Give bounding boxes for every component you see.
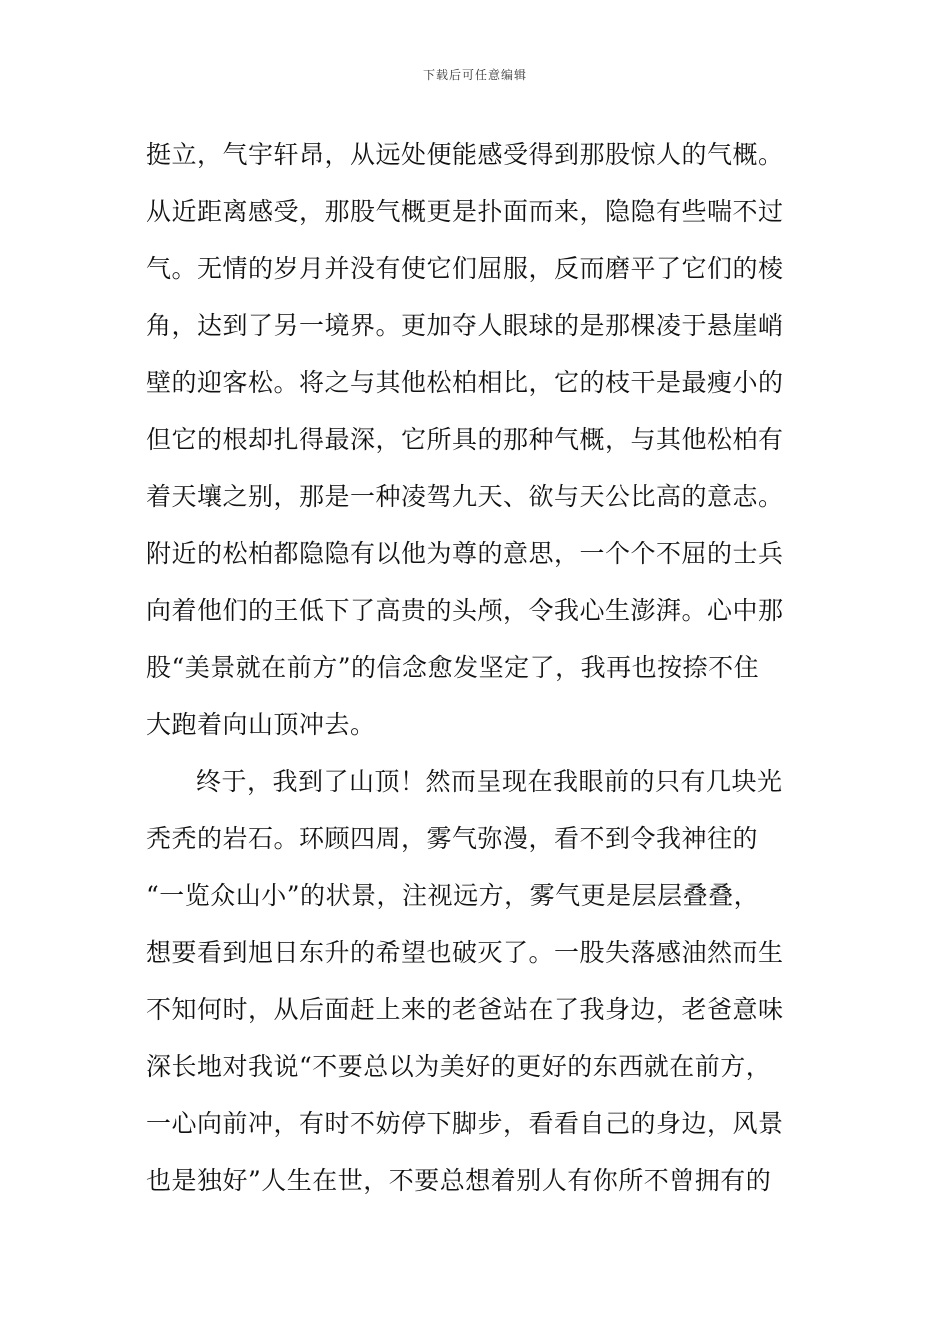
text-line: 角，达到了另一境界。更加夺人眼球的是那棵凌于悬崖峭 <box>146 311 784 340</box>
text-line: 股“美景就在前方”的信念愈发坚定了，我再也按捺不住 <box>146 653 760 682</box>
text-line: 附近的松柏都隐隐有以他为尊的意思，一个个不屈的士兵 <box>146 539 784 568</box>
document-body <box>146 126 806 1209</box>
page-header: 下载后可任意编辑 <box>422 68 527 82</box>
text-line: “一览众山小”的状景，注视远方，雾气更是层层叠叠， <box>146 881 760 910</box>
text-line: 气。无情的岁月并没有使它们屈服，反而磨平了它们的棱 <box>146 254 784 283</box>
text-line: 着天壤之别，那是一种凌驾九天、欲与天公比高的意志。 <box>146 482 784 511</box>
text-line: 秃秃的岩石。环顾四周，雾气弥漫，看不到令我神往的 <box>146 824 759 853</box>
text-line: 从近距离感受，那股气概更是扑面而来，隐隐有些喘不过 <box>146 197 784 226</box>
text-line: 挺立，气宇轩昂，从远处便能感受得到那股惊人的气概。 <box>146 140 784 169</box>
text-line: 不知何时，从后面赶上来的老爸站在了我身边，老爸意味 <box>146 995 784 1024</box>
text-line: 一心向前冲，有时不妨停下脚步，看看自己的身边，风景 <box>146 1109 784 1138</box>
text-line: 壁的迎客松。将之与其他松柏相比，它的枝干是最瘦小的 <box>146 368 784 397</box>
text-line: 但它的根却扎得最深，它所具的那种气概，与其他松柏有 <box>146 425 784 454</box>
paragraph-1 <box>146 126 806 753</box>
text-line-indented: 终于，我到了山顶！然而呈现在我眼前的只有几块光 <box>196 767 783 796</box>
text-line: 大跑着向山顶冲去。 <box>146 710 376 739</box>
text-line: 深长地对我说“不要总以为美好的更好的东西就在前方， <box>146 1052 772 1081</box>
text-line: 也是独好”人生在世，不要总想着别人有你所不曾拥有的 <box>146 1166 772 1195</box>
paragraph-2 <box>146 753 806 1209</box>
text-line: 向着他们的王低下了高贵的头颅，令我心生澎湃。心中那 <box>146 596 784 625</box>
text-line: 想要看到旭日东升的希望也破灭了。一股失落感油然而生 <box>146 938 784 967</box>
